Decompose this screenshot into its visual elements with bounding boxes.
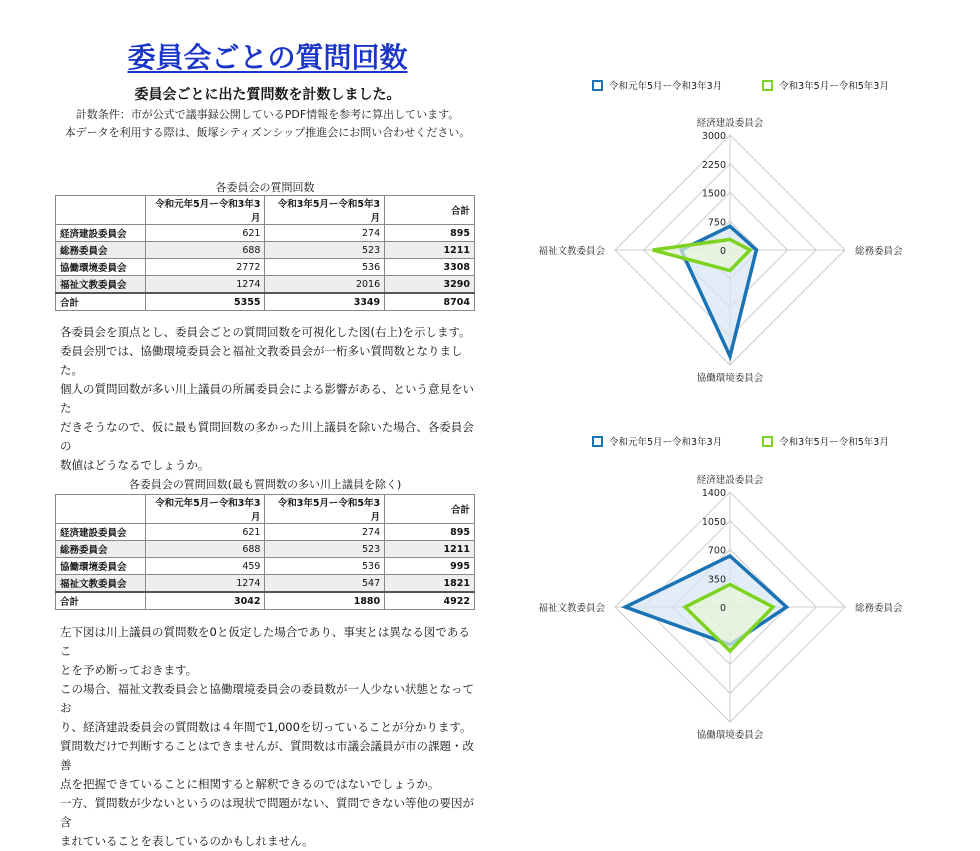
tick-label: 750 <box>707 217 726 229</box>
row-label: 協働環境委員会 <box>56 558 146 575</box>
table1-caption: 各委員会の質問回数 <box>215 181 315 194</box>
row-label: 合計 <box>56 592 146 610</box>
note-condition: 計数条件：市が公式で議事録公開しているPDF情報を参考に算出しています。 <box>75 108 460 121</box>
cell-period2: 274 <box>265 524 385 541</box>
axis-label: 福祉文教委員会 <box>538 246 605 257</box>
radar-chart-1 <box>530 105 930 395</box>
tick-label: 3000 <box>701 131 726 142</box>
axis-label: 総務委員会 <box>855 603 903 614</box>
cell-period2: 536 <box>265 558 385 575</box>
tick-label: 2250 <box>701 159 726 171</box>
tick-label: 0 <box>719 246 726 257</box>
text-line: 委員会別では、協働環境委員会と福祉文教委員会が一桁多い質問数となりました。 <box>60 344 463 377</box>
table-row <box>56 225 475 242</box>
axis-label: 経済建設委員会 <box>696 475 764 486</box>
text-line: 各委員会を頂点とし、委員会ごとの質問回数を可視化した図(右上)を示します。 <box>60 325 471 339</box>
text-line: り、経済建設委員会の質問数は４年間で1,000を切っていることが分かります。 <box>60 720 472 734</box>
legend-label: 令和元年5月ー令和3年3月 <box>609 81 723 92</box>
chart2-legend <box>592 434 889 448</box>
cell-total: 3290 <box>385 276 475 294</box>
text-line: 点を把握できていることに相関すると解釈できるのではないでしょうか。 <box>60 777 440 791</box>
axis-label: 協働環境委員会 <box>696 730 764 741</box>
legend-swatch-series2 <box>762 436 773 447</box>
chart1-legend <box>592 78 889 92</box>
table-header-cell <box>56 196 146 225</box>
row-label: 総務委員会 <box>56 541 146 558</box>
cell-period2: 2016 <box>265 276 385 294</box>
text-line: 質問数だけで判断することはできませんが、質問数は市議会議員が市の課題・改善 <box>60 739 474 772</box>
cell-total: 895 <box>385 225 475 242</box>
tick-label: 0 <box>719 603 726 614</box>
legend-label: 令和元年5月ー令和3年3月 <box>609 437 723 448</box>
tick-label: 350 <box>707 574 726 586</box>
page-title: 委員会ごとの質問回数 <box>127 41 408 74</box>
text-line: 左下図は川上議員の質問数を0と仮定した場合であり、事実とは異なる図であるこ <box>60 625 470 658</box>
tick-label: 1500 <box>701 188 726 200</box>
table-total-row <box>56 592 475 610</box>
table-header-cell <box>56 495 146 524</box>
cell-total: 1821 <box>385 575 475 593</box>
table2 <box>55 494 475 610</box>
table2-caption: 各委員会の質問回数(最も質問数の多い川上議員を除く) <box>128 478 402 491</box>
cell-period1: 3042 <box>145 592 265 610</box>
row-label: 経済建設委員会 <box>56 524 146 541</box>
tick-label: 700 <box>707 545 726 557</box>
cell-period2: 547 <box>265 575 385 593</box>
cell-period1: 459 <box>145 558 265 575</box>
axis-label: 経済建設委員会 <box>696 118 764 129</box>
table-row <box>56 524 475 541</box>
cell-period1: 1274 <box>145 276 265 294</box>
cell-total: 1211 <box>385 242 475 259</box>
cell-total: 1211 <box>385 541 475 558</box>
row-label: 総務委員会 <box>56 242 146 259</box>
legend-swatch-series1 <box>592 80 603 91</box>
cell-period1: 688 <box>145 242 265 259</box>
table-row <box>56 575 475 593</box>
legend-swatch-series1 <box>592 436 603 447</box>
cell-total: 3308 <box>385 259 475 276</box>
cell-period1: 621 <box>145 225 265 242</box>
table-row <box>56 558 475 575</box>
text-line: 一方、質問数が少ないというのは現状で問題がない、質問できない等他の要因が含 <box>60 796 474 829</box>
table-row <box>56 541 475 558</box>
row-label: 福祉文教委員会 <box>56 276 146 294</box>
page-subtitle: 委員会ごとに出た質問数を計数しました。 <box>134 87 401 103</box>
table-header-cell: 令和3年5月ー令和5年3月 <box>265 495 385 524</box>
cell-total: 895 <box>385 524 475 541</box>
cell-period2: 3349 <box>265 293 385 311</box>
table1 <box>55 195 475 311</box>
text-line: 個人の質問回数が多い川上議員の所属委員会による影響がある、という意見をいた <box>60 382 474 415</box>
table-header-row <box>56 495 475 524</box>
text-line: まれていることを表しているのかもしれません。 <box>60 834 314 848</box>
cell-total: 995 <box>385 558 475 575</box>
table-row <box>56 242 475 259</box>
table-header-cell: 令和元年5月ー令和3年3月 <box>145 196 265 225</box>
cell-period2: 523 <box>265 242 385 259</box>
cell-period1: 621 <box>145 524 265 541</box>
tick-label: 1050 <box>701 516 726 528</box>
table-header-cell: 合計 <box>385 196 475 225</box>
paragraph-1 <box>60 323 480 475</box>
row-label: 協働環境委員会 <box>56 259 146 276</box>
table-header-cell: 令和元年5月ー令和3年3月 <box>145 495 265 524</box>
row-label: 福祉文教委員会 <box>56 575 146 593</box>
note-contact: 本データを利用する際は、飯塚シティズンシップ推進会にお問い合わせください。 <box>64 126 471 139</box>
cell-total: 8704 <box>385 293 475 311</box>
table-header-cell: 合計 <box>385 495 475 524</box>
axis-label: 総務委員会 <box>855 246 903 257</box>
cell-period1: 2772 <box>145 259 265 276</box>
table-total-row <box>56 293 475 311</box>
row-label: 合計 <box>56 293 146 311</box>
cell-period1: 5355 <box>145 293 265 311</box>
text-line: だきそうなので、仮に最も質問回数の多かった川上議員を除いた場合、各委員会の <box>60 420 474 453</box>
legend-swatch-series2 <box>762 80 773 91</box>
cell-period2: 536 <box>265 259 385 276</box>
table-row <box>56 276 475 294</box>
cell-period2: 1880 <box>265 592 385 610</box>
cell-total: 4922 <box>385 592 475 610</box>
cell-period2: 523 <box>265 541 385 558</box>
text-line: とを予め断っておきます。 <box>60 663 198 677</box>
axis-label: 協働環境委員会 <box>696 373 764 384</box>
radar-chart-2 <box>530 462 930 752</box>
text-line: 数値はどうなるでしょうか。 <box>60 458 210 472</box>
tick-label: 1400 <box>701 488 726 499</box>
cell-period2: 274 <box>265 225 385 242</box>
table-row <box>56 259 475 276</box>
table-header-cell: 令和3年5月ー令和5年3月 <box>265 196 385 225</box>
paragraph-2 <box>60 623 480 851</box>
text-line: この場合、福祉文教委員会と協働環境委員会の委員数が一人少ない状態となってお <box>60 682 474 715</box>
cell-period1: 1274 <box>145 575 265 593</box>
table-header-row <box>56 196 475 225</box>
row-label: 経済建設委員会 <box>56 225 146 242</box>
legend-label: 令和3年5月ー令和5年3月 <box>779 81 889 92</box>
legend-label: 令和3年5月ー令和5年3月 <box>779 437 889 448</box>
axis-label: 福祉文教委員会 <box>538 603 605 614</box>
cell-period1: 688 <box>145 541 265 558</box>
